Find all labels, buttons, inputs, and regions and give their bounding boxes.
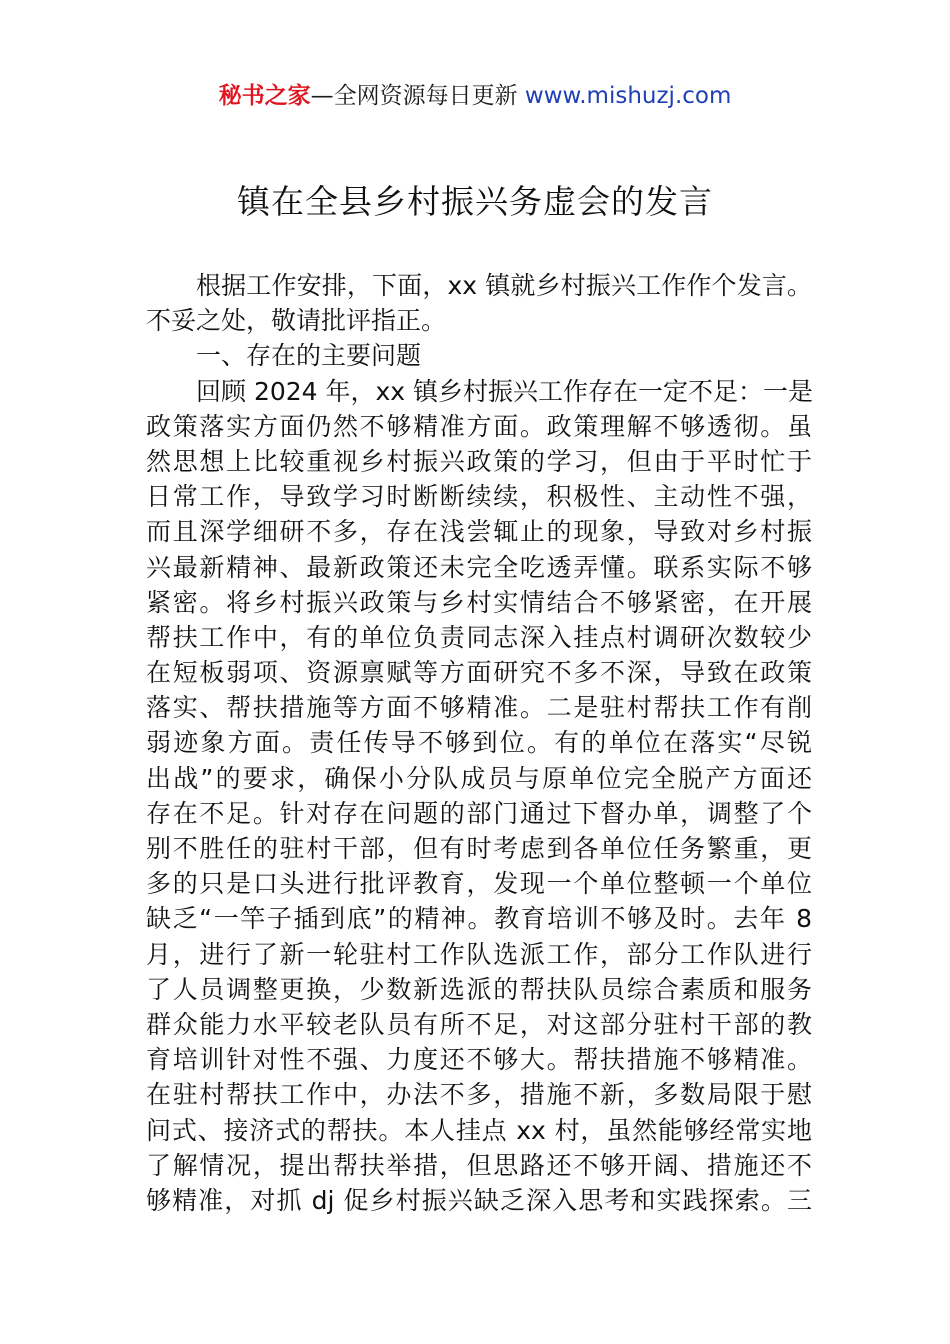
body-line: 育培训针对性不强、力度还不够大。帮扶措施不够精准。 <box>146 1045 812 1075</box>
site-brand: 秘书之家 <box>218 83 311 109</box>
document-body <box>146 268 812 1218</box>
body-line: 兴最新精神、最新政策还未完全吃透弄懂。联系实际不够 <box>146 552 812 582</box>
body-line: 而且深学细研不多，存在浅尝辄止的现象，导致对乡村振 <box>146 517 812 547</box>
body-line: 帮扶工作中，有的单位负责同志深入挂点村调研次数较少 <box>146 622 812 652</box>
body-line: 然思想上比较重视乡村振兴政策的学习，但由于平时忙于 <box>146 446 812 476</box>
body-line: 落实、帮扶措施等方面不够精准。二是驻村帮扶工作有削 <box>146 693 812 723</box>
body-line: 不妥之处，敬请批评指正。 <box>146 306 447 336</box>
body-line: 存在不足。针对存在问题的部门通过下督办单，调整了个 <box>146 798 812 828</box>
body-line: 在短板弱项、资源禀赋等方面研究不多不深，导致在政策 <box>146 658 812 688</box>
section-heading: 一、存在的主要问题 <box>196 341 422 371</box>
body-line: 政策落实方面仍然不够精准方面。政策理解不够透彻。虽 <box>146 411 812 441</box>
body-line: 紧密。将乡村振兴政策与乡村实情结合不够紧密，在开展 <box>146 587 812 617</box>
body-line: 了解情况，提出帮扶举措，但思路还不够开阔、措施还不 <box>146 1150 812 1180</box>
site-slogan: —全网资源每日更新 <box>310 83 525 109</box>
body-line: 够精准，对抓 dj 促乡村振兴缺乏深入思考和实践探索。三 <box>146 1185 812 1215</box>
body-line: 出战”的要求，确保小分队成员与原单位完全脱产方面还 <box>146 763 812 793</box>
site-header <box>0 80 950 112</box>
body-line: 多的只是口头进行批评教育，发现一个单位整顿一个单位 <box>146 869 812 899</box>
body-line: 弱迹象方面。责任传导不够到位。有的单位在落实“尽锐 <box>146 728 812 758</box>
body-line: 根据工作安排，下面，xx 镇就乡村振兴工作作个发言。 <box>196 271 812 300</box>
document-title: 镇在全县乡村振兴务虚会的发言 <box>237 182 713 221</box>
site-url[interactable]: www.mishuzj.com <box>524 83 732 109</box>
body-line: 月，进行了新一轮驻村工作队选派工作，部分工作队进行 <box>146 939 812 969</box>
body-line: 缺乏“一竿子插到底”的精神。教育培训不够及时。去年 8 <box>146 904 812 934</box>
body-line: 别不胜任的驻村干部，但有时考虑到各单位任务繁重，更 <box>146 834 812 863</box>
body-line: 在驻村帮扶工作中，办法不多，措施不新，多数局限于慰 <box>146 1080 812 1110</box>
body-line: 问式、接济式的帮扶。本人挂点 xx 村，虽然能够经常实地 <box>146 1115 812 1145</box>
body-line: 日常工作，导致学习时断断续续，积极性、主动性不强， <box>146 482 812 512</box>
body-line: 群众能力水平较老队员有所不足，对这部分驻村干部的教 <box>146 1009 812 1039</box>
body-line: 了人员调整更换，少数新选派的帮扶队员综合素质和服务 <box>146 974 812 1004</box>
body-line: 回顾 2024 年，xx 镇乡村振兴工作存在一定不足：一是 <box>196 376 814 406</box>
